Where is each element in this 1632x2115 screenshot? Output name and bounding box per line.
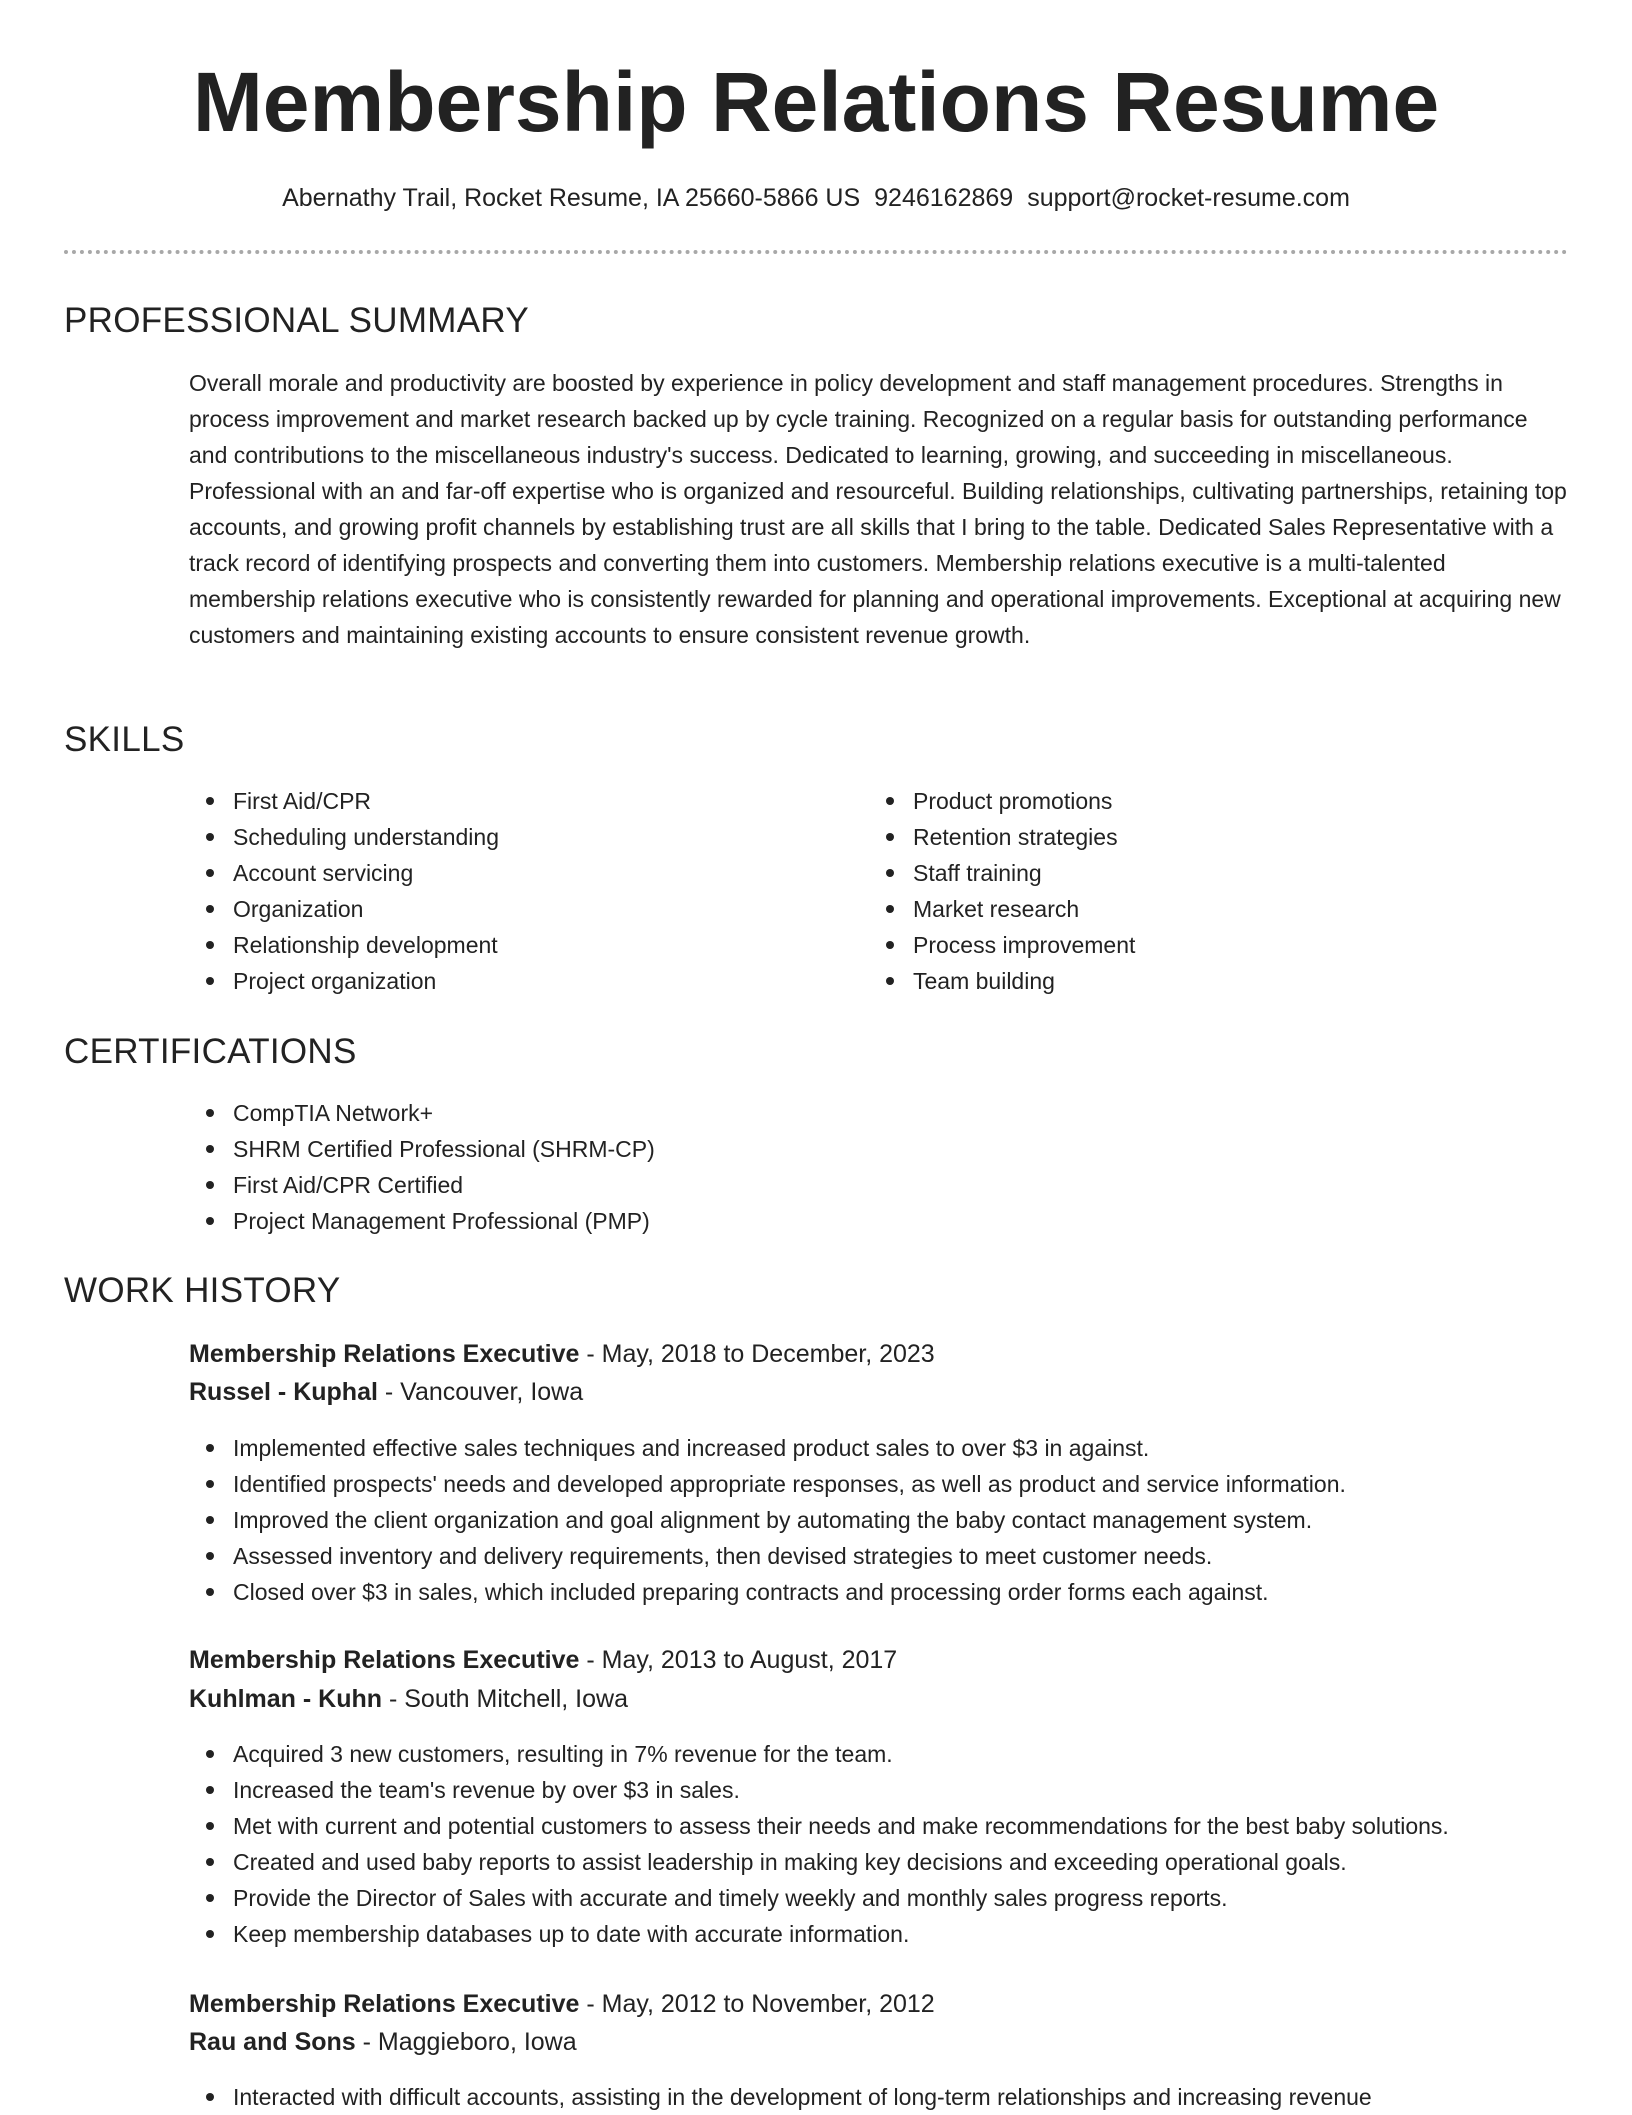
contact-email: support@rocket-resume.com (1027, 184, 1350, 212)
job-company: Rau and Sons (189, 2028, 356, 2056)
certification-item: Project Management Professional (PMP) (189, 1203, 655, 1239)
skill-item: Market research (869, 891, 1135, 927)
job-bullet: Implemented effective sales techniques and increased product sales to over $3 in against. (189, 1430, 1346, 1466)
job-bullet: Increased the team's revenue by over $3 in sales. (189, 1772, 1449, 1808)
certification-item: CompTIA Network+ (189, 1095, 655, 1131)
summary-heading: PROFESSIONAL SUMMARY (64, 301, 529, 340)
skill-item: Staff training (869, 855, 1135, 891)
job-bullet: Created and used baby reports to assist leadership in making key decisions and exceeding operational goals. (189, 1844, 1449, 1880)
job-bullet: Closed over $3 in sales, which included preparing contracts and processing order forms each against. (189, 1574, 1346, 1610)
job-dates: - May, 2018 to December, 2023 (586, 1340, 935, 1368)
job-location: - Maggieboro, Iowa (362, 2028, 577, 2056)
skill-item: Team building (869, 963, 1135, 999)
job-company-line (189, 2023, 577, 2061)
skill-item: Relationship development (189, 927, 499, 963)
job-bullet: Assessed inventory and delivery requirements, then devised strategies to meet customer needs. (189, 1538, 1346, 1574)
skill-item: Product promotions (869, 783, 1135, 819)
job-bullets (189, 1736, 1449, 1952)
job-title: Membership Relations Executive (189, 1340, 580, 1368)
job-title-line (189, 1985, 935, 2023)
job-company: Kuhlman - Kuhn (189, 1685, 383, 1713)
skill-item: Account servicing (189, 855, 499, 891)
skill-item: Retention strategies (869, 819, 1135, 855)
job-dates: - May, 2012 to November, 2012 (586, 1990, 935, 2018)
contact-line (0, 180, 1632, 216)
skills-list-left (189, 783, 499, 999)
job-bullet: Improved the client organization and goal alignment by automating the baby contact management system. (189, 1502, 1346, 1538)
job-title-line (189, 1641, 897, 1679)
skill-item: Project organization (189, 963, 499, 999)
job-bullets (189, 2079, 1372, 2115)
skill-item: Process improvement (869, 927, 1135, 963)
skill-item: Scheduling understanding (189, 819, 499, 855)
skills-heading: SKILLS (64, 720, 185, 759)
job-dates: - May, 2013 to August, 2017 (586, 1646, 898, 1674)
job-bullet: Keep membership databases up to date with accurate information. (189, 1916, 1449, 1952)
job-bullet: Interacted with difficult accounts, assisting in the development of long-term relationships and increasing revenue (189, 2079, 1372, 2115)
job-bullet: Acquired 3 new customers, resulting in 7% revenue for the team. (189, 1736, 1449, 1772)
contact-phone: 9246162869 (874, 184, 1014, 212)
job-company-line (189, 1680, 628, 1718)
contact-address: Abernathy Trail, Rocket Resume, IA 25660-5866 US (282, 184, 861, 212)
header-divider (64, 250, 1568, 254)
job-title: Membership Relations Executive (189, 1990, 580, 2018)
skill-item: Organization (189, 891, 499, 927)
job-company-line (189, 1373, 583, 1411)
job-title: Membership Relations Executive (189, 1646, 580, 1674)
summary-text: Overall morale and productivity are boosted by experience in policy development and staff management procedures. Strengths in process improvement and market research backed up by cycle training. Recognized on a regular basis for outstanding performance and contributions to the miscellaneous industry's success. Dedicated to learning, growing, and succeeding in miscellaneous. Professional with an and far-off expertise who is organized and resourceful. Building relationships, cultivating partnerships, retaining top accounts, and growing profit channels by establishing trust are all skills that I bring to the table. Dedicated Sales Representative with a track record of identifying prospects and converting them into customers. Membership relations executive is a multi-talented membership relations executive who is consistently rewarded for planning and operational improvements. Exceptional at acquiring new customers and maintaining existing accounts to ensure consistent revenue growth. (189, 370, 1567, 648)
job-location: - Vancouver, Iowa (384, 1378, 584, 1406)
skill-item: First Aid/CPR (189, 783, 499, 819)
job-bullet: Identified prospects' needs and developed appropriate responses, as well as product and service information. (189, 1466, 1346, 1502)
job-location: - South Mitchell, Iowa (388, 1685, 628, 1713)
job-bullet: Met with current and potential customers to assess their needs and make recommendations for the best baby solutions. (189, 1808, 1449, 1844)
resume-title: Membership Relations Resume (192, 55, 1440, 149)
work-history-heading: WORK HISTORY (64, 1271, 341, 1310)
job-company: Russel - Kuphal (189, 1378, 378, 1406)
certifications-heading: CERTIFICATIONS (64, 1032, 357, 1071)
job-bullets (189, 1430, 1346, 1610)
job-bullet: Provide the Director of Sales with accurate and timely weekly and monthly sales progress reports. (189, 1880, 1449, 1916)
certification-item: First Aid/CPR Certified (189, 1167, 655, 1203)
certification-item: SHRM Certified Professional (SHRM-CP) (189, 1131, 655, 1167)
skills-list-right (869, 783, 1135, 999)
job-title-line (189, 1335, 935, 1373)
certifications-list (189, 1095, 655, 1239)
